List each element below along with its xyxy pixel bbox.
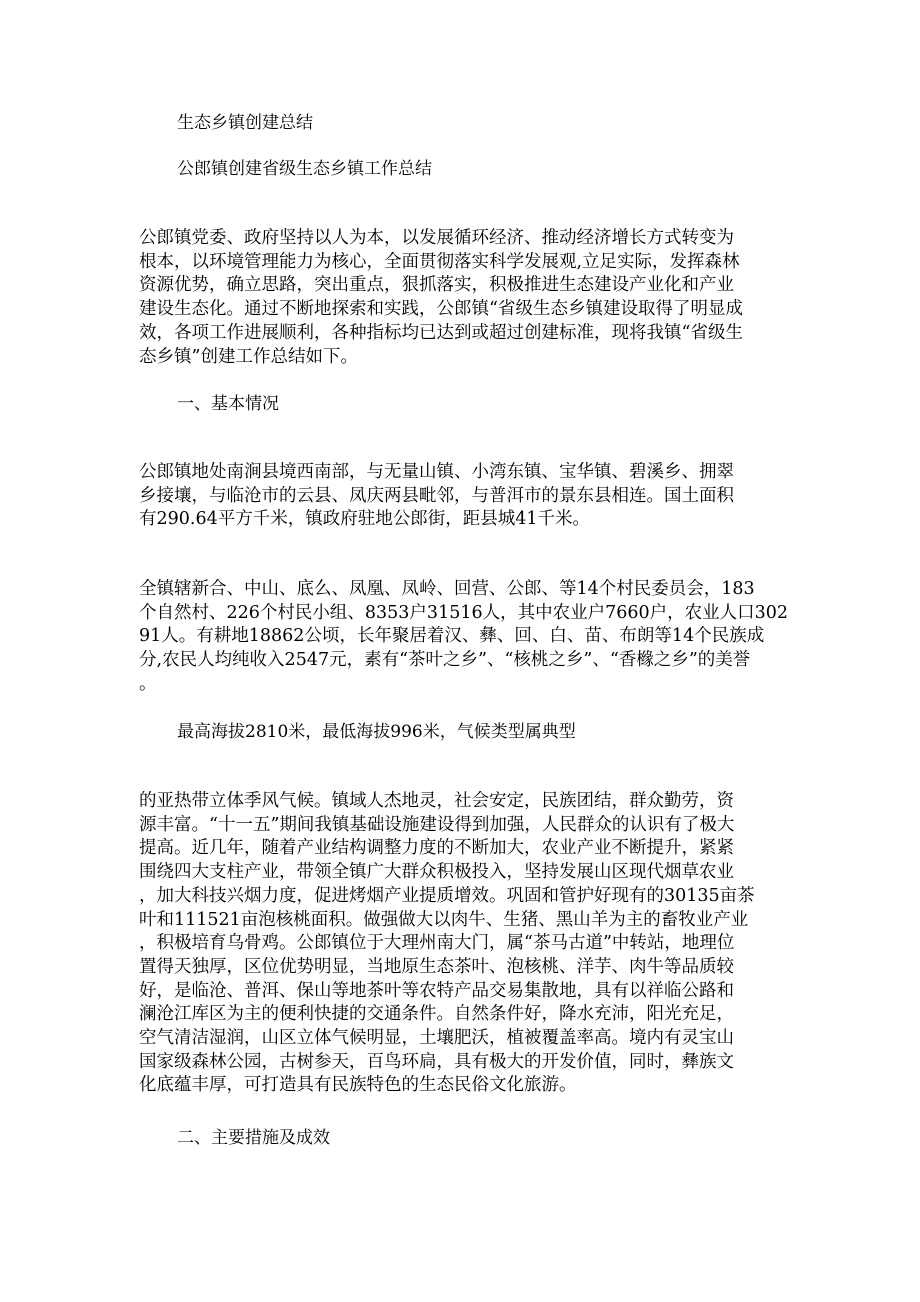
paragraph-line: 源丰富。“十一五”期间我镇基础设施建设得到加强，人民群众的认识有了极大 [139,814,735,835]
section-heading-basic-info: 一、基本情况 [177,394,279,414]
intro-paragraph [139,227,784,369]
paragraph-line: 。 [139,673,157,694]
paragraph-line: 提高。近几年，随着产业结构调整力度的不断加大，农业产业不断提升，紧紧 [139,838,734,859]
paragraph-line: ，积极培育乌骨鸡。公郎镇位于大理州南大门，属“茶马古道”中转站，地理位 [139,933,735,954]
location-paragraph [139,461,784,532]
paragraph-line: ，加大科技兴烟力度，促进烤烟产业提质增效。巩固和管护好现有的30135亩茶 [139,885,755,906]
paragraph-line: 国家级森林公园，古树参天，百鸟环扃，具有极大的开发价值，同时，彝族文 [139,1051,734,1072]
altitude-line: 最高海拔2810米，最低海拔996米，气候类型属典型 [177,722,576,742]
paragraph-line: 置得天独厚，区位优势明显，当地原生态茶叶、泡核桃、洋芋、肉牛等品质较 [139,956,734,977]
paragraph-line: 公郎镇地处南涧县境西南部，与无量山镇、小湾东镇、宝华镇、碧溪乡、拥翠 [139,462,734,482]
paragraph-line: 分,农民人均纯收入2547元，素有“茶叶之乡”、“核桃之乡”、“香橼之乡”的美誉 [139,650,751,671]
paragraph-line: 好，是临沧、普洱、保山等地茶叶等农特产品交易集散地，具有以祥临公路和 [139,980,734,1001]
paragraph-line: 根本，以环境管理能力为核心，全面贯彻落实科学发展观,立足实际，发挥森林 [139,251,740,272]
paragraph-line: 态乡镇”创建工作总结如下。 [139,346,358,367]
population-paragraph [139,578,789,697]
paragraph-line: 的亚热带立体季风气候。镇域人杰地灵，社会安定，民族团结，群众勤劳，资 [139,791,734,811]
paragraph-line: 化底蕴丰厚，可打造具有民族特色的生态民俗文化旅游。 [139,1075,577,1096]
document-title: 生态乡镇创建总结 [177,113,313,133]
paragraph-line: 乡接壤，与临沧市的云县、凤庆两县毗邻，与普洱市的景东县相连。国土面积 [139,485,734,506]
paragraph-line: 澜沧江库区为主的便利快捷的交通条件。自然条件好，降水充沛，阳光充足， [139,1004,734,1025]
paragraph-line: 个自然村、226个村民小组、8353户31516人，其中农业户7660户，农业人口302 [139,602,789,623]
paragraph-line: 全镇辖新合、中山、底么、凤凰、凤岭、回营、公郎、等14个村民委员会，183 [139,579,755,599]
paragraph-line: 有290.64平方千米，镇政府驻地公郎街，距县城41千米。 [139,509,590,530]
climate-paragraph [139,790,784,1098]
document-subtitle: 公郎镇创建省级生态乡镇工作总结 [177,159,432,179]
paragraph-line: 叶和111521亩泡核桃面积。做强做大以肉牛、生猪、黑山羊为主的畜牧业产业 [139,909,749,930]
paragraph-line: 91人。有耕地18862公顷，长年聚居着汉、彝、回、白、苗、布朗等14个民族成 [139,626,765,647]
paragraph-line: 建设生态化。通过不断地探索和实践，公郎镇“省级生态乡镇建设取得了明显成 [139,299,743,320]
paragraph-line: 效，各项工作进展顺利，各种指标均已达到或超过创建标准，现将我镇“省级生 [139,322,743,343]
paragraph-line: 资源优势，确立思路，突出重点，狠抓落实，积极推进生态建设产业化和产业 [139,275,734,296]
paragraph-line: 围绕四大支柱产业，带领全镇广大群众积极投入，坚持发展山区现代烟草农业 [139,862,734,883]
paragraph-line: 空气清洁湿润，山区立体气候明显，土壤肥沃，植被覆盖率高。境内有灵宝山 [139,1028,734,1049]
section-heading-measures: 二、主要措施及成效 [177,1128,330,1148]
paragraph-line: 公郎镇党委、政府坚持以人为本，以发展循环经济、推动经济增长方式转变为 [139,228,734,248]
